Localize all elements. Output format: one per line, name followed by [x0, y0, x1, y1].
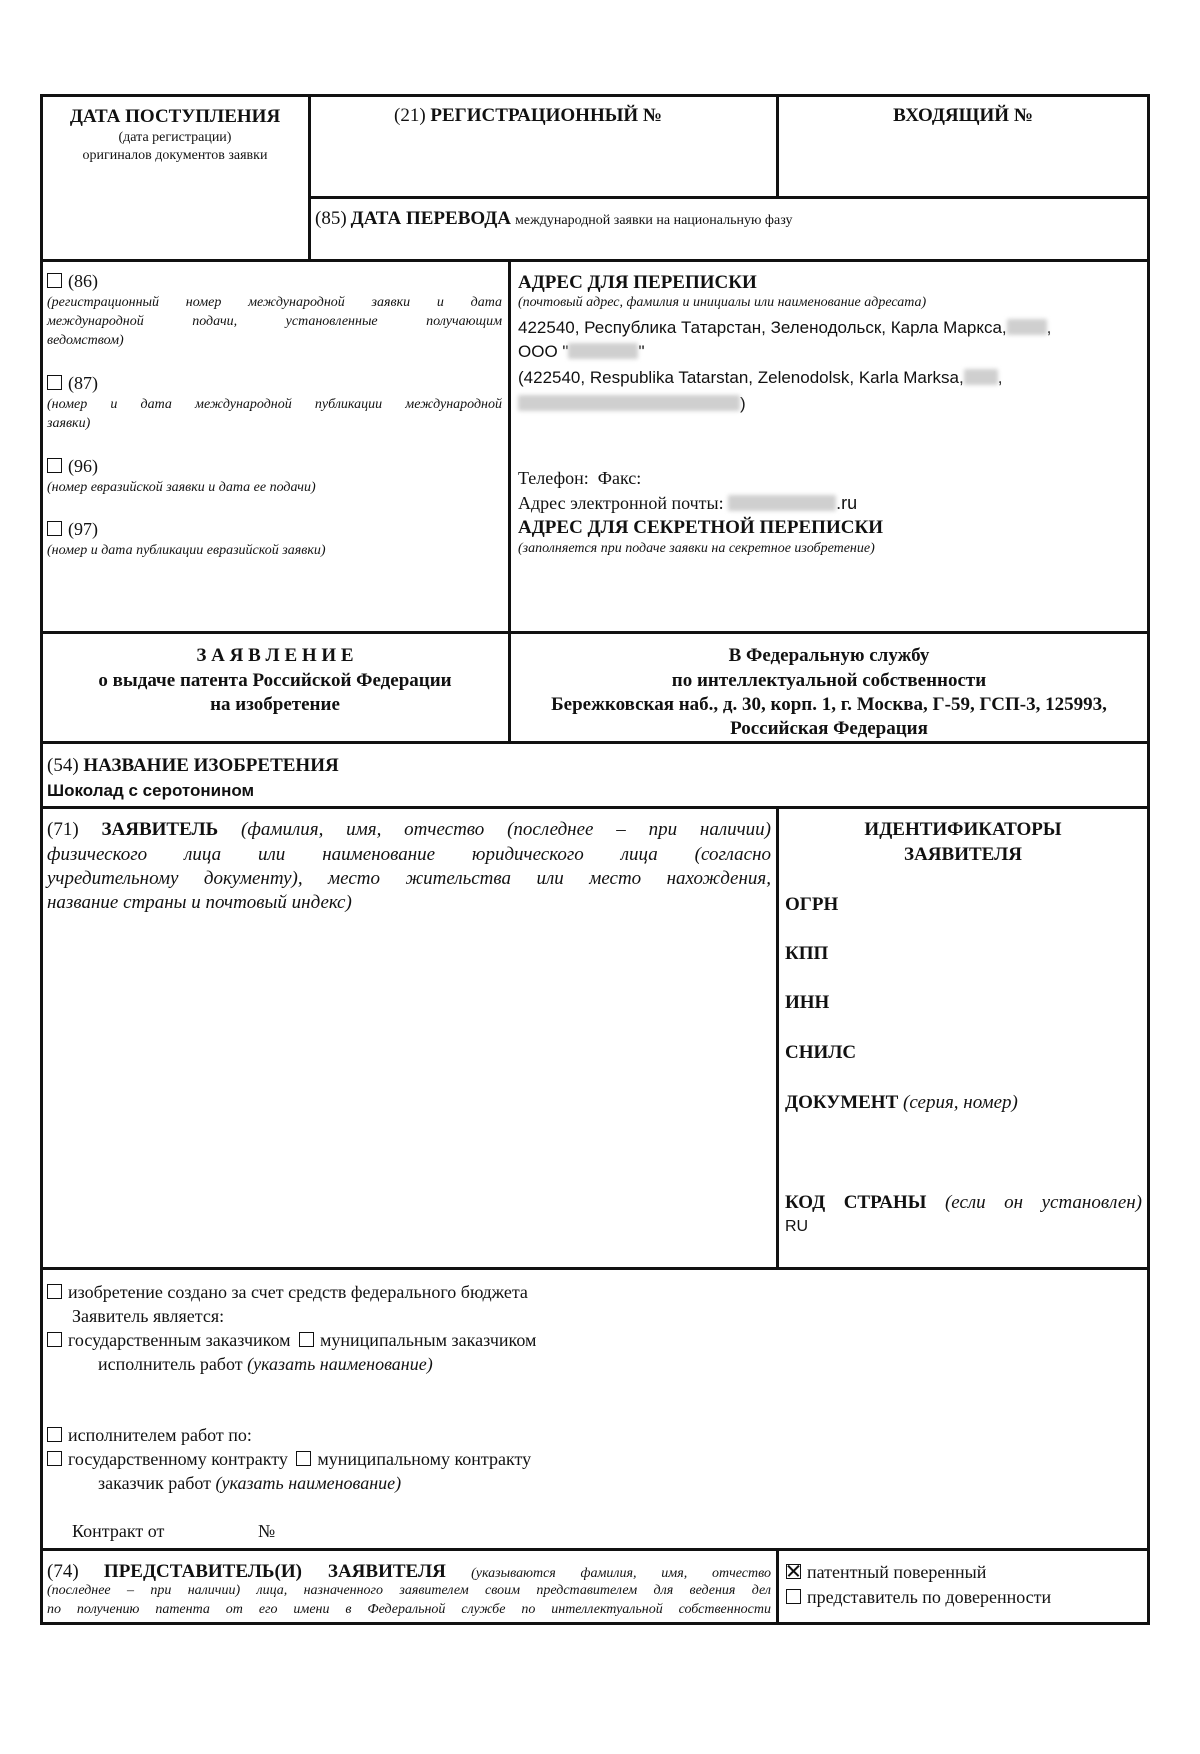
kpp-label[interactable]: КПП	[785, 943, 829, 964]
contract-number-sign[interactable]: №	[258, 1521, 276, 1541]
checkbox-patent-attorney[interactable]	[786, 1564, 801, 1579]
receipt-date-sub2: оригиналов документов заявки	[82, 148, 268, 163]
line-v-header1	[308, 94, 311, 262]
document-field[interactable]: ДОКУМЕНТ (серия, номер)	[785, 1092, 1018, 1113]
inn-label[interactable]: ИНН	[785, 992, 830, 1013]
line-applicant-bottom	[40, 1267, 1150, 1270]
redacted-house	[1007, 319, 1047, 335]
field-87: (87)	[47, 374, 98, 392]
representative-note-line3: по получению патента от его имени в Федеральной службе по интеллектуальной собственности	[47, 1602, 771, 1617]
line-right	[1147, 94, 1150, 1625]
statement-line1: о выдаче патента Российской Федерации	[98, 670, 452, 691]
translation-title: ДАТА ПЕРЕВОДА	[350, 208, 512, 229]
country-code-field[interactable]: КОД СТРАНЫ (если он установлен)	[785, 1192, 1143, 1213]
performer-row: исполнителем работ по:	[47, 1426, 252, 1444]
line-v-mid	[508, 259, 511, 744]
note-86-line1: (регистрационный номер международной заявки и дата	[47, 295, 502, 310]
checkbox-state-customer[interactable]	[47, 1332, 62, 1347]
line-intl-bottom	[40, 631, 1150, 634]
line-85-top	[310, 196, 1150, 199]
line-top	[40, 94, 1150, 97]
identifiers-title-line2: ЗАЯВИТЕЛЯ	[904, 844, 1022, 865]
contract-row: государственному контракту муниципальному контракту	[47, 1450, 531, 1468]
rospatent-line2: по интеллектуальной собственности	[671, 670, 987, 691]
reg-number-title: РЕГИСТРАЦИОННЫЙ №	[430, 105, 663, 126]
statement-title: З А Я В Л Е Н И Е	[196, 645, 354, 666]
field-86: (86)	[47, 272, 98, 290]
identifiers-title-line1: ИДЕНТИФИКАТОРЫ	[864, 819, 1062, 840]
rospatent-line1: В Федеральную службу	[728, 645, 930, 666]
line-v-applicant	[776, 806, 779, 1270]
address-ru-line1: 422540, Республика Татарстан, Зеленодольск, Карла Маркса, ,	[518, 318, 1052, 337]
line-budget-bottom	[40, 1548, 1150, 1551]
line-header-bottom	[40, 259, 1150, 262]
applicant-heading: (71) ЗАЯВИТЕЛЬ (фамилия, имя, отчество (последнее – при наличии)	[47, 819, 772, 840]
translation-note: международной заявки на национальную фазу	[515, 213, 793, 228]
email-label: Адрес электронной почты:	[518, 493, 724, 513]
translation-date-field[interactable]	[315, 209, 792, 228]
rospatent-line3: Бережковская наб., д. 30, корп. 1, г. Москва, Г-59, ГСП-3, 125993,	[551, 694, 1107, 715]
receipt-date-title: ДАТА ПОСТУПЛЕНИЯ	[69, 106, 281, 127]
correspondence-note: (почтовый адрес, фамилия и инициалы или наименование адресата)	[518, 295, 927, 310]
invention-title-label: (54) НАЗВАНИЕ ИЗОБРЕТЕНИЯ	[47, 755, 339, 776]
address-en-line2: )	[518, 395, 746, 412]
statement-line2: на изобретение	[210, 694, 340, 715]
field-96: (96)	[47, 457, 98, 475]
applicant-note-line2: физического лица или наименование юридического лица (согласно	[47, 844, 771, 865]
reg-number-field[interactable]	[394, 106, 662, 125]
correspondence-title: АДРЕС ДЛЯ ПЕРЕПИСКИ	[518, 272, 757, 293]
federal-budget-row: изобретение создано за счет средств федерального бюджета	[47, 1283, 528, 1301]
fax-label: Факс:	[597, 468, 642, 488]
ogrn-label[interactable]: ОГРН	[785, 894, 839, 915]
representative-note-line2: (последнее – при наличии) лица, назначенного заявителем своим представителем для ведения дел	[47, 1583, 771, 1598]
note-87-line2: заявки)	[47, 416, 91, 431]
email-domain: .ru	[836, 493, 858, 513]
redacted-company	[568, 343, 638, 359]
incoming-number-field[interactable]: ВХОДЯЩИЙ №	[893, 105, 1033, 126]
note-96-line1: (номер евразийской заявки и дата ее подачи)	[47, 480, 316, 495]
applicant-is-label: Заявитель является:	[72, 1306, 225, 1326]
applicant-note-line3: учредительному документу), место жительства или место нахождения,	[47, 868, 771, 889]
line-bottom	[40, 1622, 1150, 1625]
checkbox-97[interactable]	[47, 521, 62, 536]
checkbox-87[interactable]	[47, 375, 62, 390]
redacted-company-en	[518, 395, 740, 411]
invention-title-value[interactable]: Шоколад с серотонином	[47, 781, 255, 800]
proxy-row: представитель по доверенности	[786, 1588, 1051, 1606]
snils-label[interactable]: СНИЛС	[785, 1042, 857, 1063]
note-86-line3: ведомством)	[47, 333, 124, 348]
checkbox-state-contract[interactable]	[47, 1451, 62, 1466]
secret-note: (заполняется при подаче заявки на секретное изобретение)	[518, 541, 875, 556]
email-line	[518, 494, 857, 512]
checkbox-federal-budget[interactable]	[47, 1284, 62, 1299]
note-97-line1: (номер и дата публикации евразийской заявки)	[47, 543, 326, 558]
applicant-note-line4: название страны и почтовый индекс)	[47, 892, 352, 913]
customer-row: государственным заказчиком муниципальным заказчиком	[47, 1331, 536, 1349]
receipt-date-sub1: (дата регистрации)	[118, 130, 232, 145]
checkbox-municipal-contract[interactable]	[296, 1451, 311, 1466]
country-code-value: RU	[785, 1218, 809, 1235]
line-statement-bottom	[40, 741, 1150, 744]
line-v-header2	[776, 94, 779, 199]
checkbox-proxy[interactable]	[786, 1589, 801, 1604]
checkbox-municipal-customer[interactable]	[299, 1332, 314, 1347]
applicant-input-area[interactable]	[45, 920, 773, 1264]
line-v-representative	[776, 1548, 779, 1625]
checkbox-performer[interactable]	[47, 1427, 62, 1442]
checkbox-96[interactable]	[47, 458, 62, 473]
note-87-line1: (номер и дата международной публикации международной	[47, 397, 502, 412]
note-86-line2: международной подачи, установленные получающим	[47, 314, 502, 329]
customer-field[interactable]: заказчик работ (указать наименование)	[98, 1473, 402, 1493]
address-en-line1: (422540, Respublika Tatarstan, Zelenodolsk, Karla Marksa, ,	[518, 368, 1003, 387]
line-invention-bottom	[40, 806, 1150, 809]
reg-number-code: (21)	[394, 105, 426, 126]
redacted-email	[728, 495, 836, 511]
rospatent-line4: Российская Федерация	[730, 718, 928, 739]
line-left	[40, 94, 43, 1625]
secret-title: АДРЕС ДЛЯ СЕКРЕТНОЙ ПЕРЕПИСКИ	[518, 517, 884, 538]
checkbox-86[interactable]	[47, 273, 62, 288]
phone-fax-line	[518, 469, 641, 487]
address-ru-line2: ООО " "	[518, 342, 645, 361]
contract-from-label[interactable]: Контракт от	[72, 1521, 165, 1541]
phone-label: Телефон:	[518, 468, 589, 488]
patent-attorney-row: патентный поверенный	[786, 1563, 986, 1581]
representative-heading: (74) ПРЕДСТАВИТЕЛЬ(И) ЗАЯВИТЕЛЯ (указываются фамилия, имя, отчество	[47, 1561, 772, 1582]
translation-code: (85)	[315, 208, 347, 229]
redacted-house-en	[964, 369, 998, 385]
contractor-field[interactable]: исполнитель работ (указать наименование)	[98, 1354, 433, 1374]
field-97: (97)	[47, 520, 98, 538]
